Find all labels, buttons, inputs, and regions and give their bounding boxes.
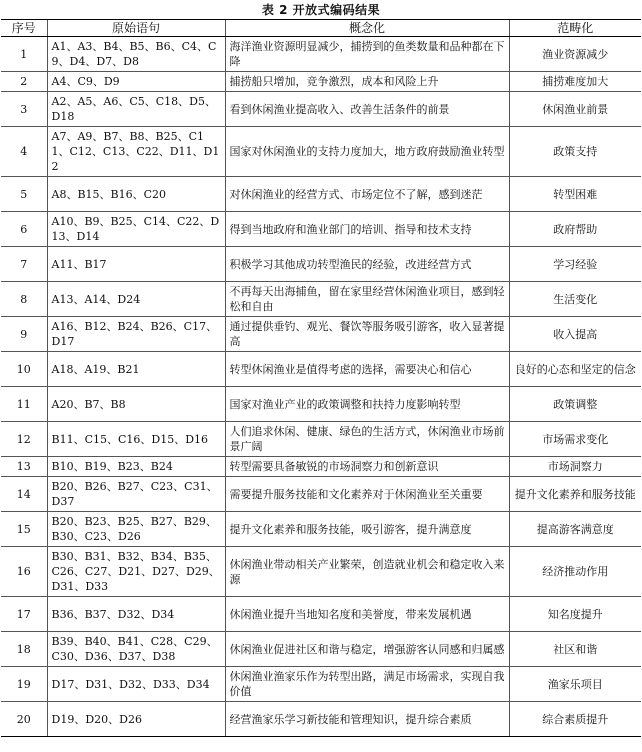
row-concept: 休闲渔业带动相关产业繁荣，创造就业机会和稳定收入来源 — [225, 547, 509, 597]
row-number: 11 — [1, 387, 47, 422]
row-number: 14 — [1, 477, 47, 512]
row-source: A1、A3、B4、B5、B6、C4、C9、D4、D7、D8 — [47, 37, 225, 72]
row-concept: 得到当地政府和渔业部门的培训、指导和技术支持 — [225, 212, 509, 247]
row-source: B11、C15、C16、D15、D16 — [47, 422, 225, 457]
row-source: A11、B17 — [47, 247, 225, 282]
row-number: 15 — [1, 512, 47, 547]
row-source: D19、D20、D26 — [47, 702, 225, 737]
row-source: A13、A14、D24 — [47, 282, 225, 317]
row-source: B39、B40、B41、C28、C29、C30、D36、D37、D38 — [47, 632, 225, 667]
row-category: 良好的心态和坚定的信念 — [509, 352, 641, 387]
table-header-row — [1, 20, 641, 37]
row-source: B20、B23、B25、B27、B29、B30、C23、D26 — [47, 512, 225, 547]
table-row — [1, 632, 641, 667]
row-source: A8、B15、B16、C20 — [47, 177, 225, 212]
table-row — [1, 667, 641, 702]
row-category: 休闲渔业前景 — [509, 92, 641, 127]
table-row — [1, 317, 641, 352]
row-number: 2 — [1, 72, 47, 92]
table-row — [1, 477, 641, 512]
row-category: 学习经验 — [509, 247, 641, 282]
table-row — [1, 212, 641, 247]
row-concept: 看到休闲渔业提高收入、改善生活条件的前景 — [225, 92, 509, 127]
row-category: 生活变化 — [509, 282, 641, 317]
row-number: 8 — [1, 282, 47, 317]
row-number: 20 — [1, 702, 47, 737]
row-category: 政府帮助 — [509, 212, 641, 247]
row-source: A18、A19、B21 — [47, 352, 225, 387]
row-number: 1 — [20, 47, 28, 61]
row-source: B36、B37、D32、D34 — [47, 597, 225, 632]
header-conceptualization: 概念化 — [225, 20, 509, 37]
row-number: 7 — [1, 247, 47, 282]
row-category: 政策支持 — [509, 127, 641, 177]
row-concept: 休闲渔业提升当地知名度和美誉度，带来发展机遇 — [225, 597, 509, 632]
row-source: B10、B19、B23、B24 — [47, 457, 225, 477]
row-number: 13 — [1, 457, 47, 477]
table-row — [1, 72, 641, 92]
row-concept: 人们追求休闲、健康、绿色的生活方式，休闲渔业市场前景广阔 — [225, 422, 509, 457]
table-row — [1, 37, 641, 72]
row-source: A7、A9、B7、B8、B25、C11、C12、C13、C22、D11、D12 — [47, 127, 225, 177]
row-source: B20、B26、B27、C23、C31、D37 — [47, 477, 225, 512]
row-category: 渔家乐项目 — [509, 667, 641, 702]
row-number: 6 — [1, 212, 47, 247]
row-number: 17 — [1, 597, 47, 632]
table-row — [1, 247, 641, 282]
header-number: 序号 — [1, 20, 47, 37]
row-number: 3 — [1, 92, 47, 127]
row-category: 综合素质提升 — [509, 702, 641, 737]
row-number: 10 — [1, 352, 47, 387]
table-row — [1, 512, 641, 547]
row-source: A4、C9、D9 — [47, 72, 225, 92]
row-concept: 不再每天出海捕鱼，留在家里经营休闲渔业项目，感到轻松和自由 — [225, 282, 509, 317]
table-row — [1, 702, 641, 737]
row-concept: 对休闲渔业的经营方式、市场定位不了解，感到迷茫 — [225, 177, 509, 212]
table-row — [1, 282, 641, 317]
row-category: 收入提高 — [509, 317, 641, 352]
row-concept: 转型休闲渔业是值得考虑的选择，需要决心和信心 — [225, 352, 509, 387]
row-number: 19 — [1, 667, 47, 702]
row-category: 捕捞难度加大 — [509, 72, 641, 92]
row-concept: 休闲渔业渔家乐作为转型出路，满足市场需求，实现自我价值 — [225, 667, 509, 702]
row-category: 转型困难 — [509, 177, 641, 212]
row-number: 9 — [1, 317, 47, 352]
table-row — [1, 387, 641, 422]
row-source: A10、B9、B25、C14、C22、D13、D14 — [47, 212, 225, 247]
row-source: A2、A5、A6、C5、C18、D5、D18 — [47, 92, 225, 127]
row-category: 知名度提升 — [509, 597, 641, 632]
row-number: 4 — [1, 127, 47, 177]
row-concept: 提升文化素养和服务技能，吸引游客，提升满意度 — [225, 512, 509, 547]
row-category: 经济推动作用 — [509, 547, 641, 597]
table-row — [1, 457, 641, 477]
row-concept: 转型需要具备敏锐的市场洞察力和创新意识 — [225, 457, 509, 477]
row-concept: 积极学习其他成功转型渔民的经验，改进经营方式 — [225, 247, 509, 282]
header-source-statement: 原始语句 — [47, 20, 225, 37]
row-concept: 国家对渔业产业的政策调整和扶持力度影响转型 — [225, 387, 509, 422]
header-categorization: 范畴化 — [509, 20, 641, 37]
open-coding-table — [1, 19, 641, 737]
table-row — [1, 422, 641, 457]
row-source: A20、B7、B8 — [47, 387, 225, 422]
row-source: D17、D31、D32、D33、D34 — [47, 667, 225, 702]
table-caption: 表 2 开放式编码结果 — [261, 3, 381, 17]
row-concept: 国家对休闲渔业的支持力度加大，地方政府鼓励渔业转型 — [225, 127, 509, 177]
row-number: 18 — [1, 632, 47, 667]
table-row — [1, 127, 641, 177]
row-source: B30、B31、B32、B34、B35、C26、C27、D21、D27、D29、D31、D33 — [47, 547, 225, 597]
row-category: 渔业资源减少 — [509, 37, 641, 72]
row-concept: 海洋渔业资源明显减少，捕捞到的鱼类数量和品种都在下降 — [225, 37, 509, 72]
row-category: 市场需求变化 — [509, 422, 641, 457]
row-category: 政策调整 — [509, 387, 641, 422]
row-concept: 捕捞船只增加，竞争激烈，成本和风险上升 — [225, 72, 509, 92]
row-number: 12 — [1, 422, 47, 457]
row-number: 5 — [1, 177, 47, 212]
row-concept: 需要提升服务技能和文化素养对于休闲渔业至关重要 — [225, 477, 509, 512]
row-category: 提高游客满意度 — [509, 512, 641, 547]
row-category: 市场洞察力 — [509, 457, 641, 477]
row-source: A16、B12、B24、B26、C17、D17 — [47, 317, 225, 352]
table-row — [1, 177, 641, 212]
table-row — [1, 352, 641, 387]
row-category: 社区和谐 — [509, 632, 641, 667]
row-number: 16 — [1, 547, 47, 597]
row-concept: 休闲渔业促进社区和谐与稳定，增强游客认同感和归属感 — [225, 632, 509, 667]
table-row — [1, 547, 641, 597]
row-concept: 通过提供垂钓、观光、餐饮等服务吸引游客，收入显著提高 — [225, 317, 509, 352]
table-row — [1, 597, 641, 632]
row-concept: 经营渔家乐学习新技能和管理知识，提升综合素质 — [225, 702, 509, 737]
row-category: 提升文化素养和服务技能 — [509, 477, 641, 512]
table-row — [1, 92, 641, 127]
